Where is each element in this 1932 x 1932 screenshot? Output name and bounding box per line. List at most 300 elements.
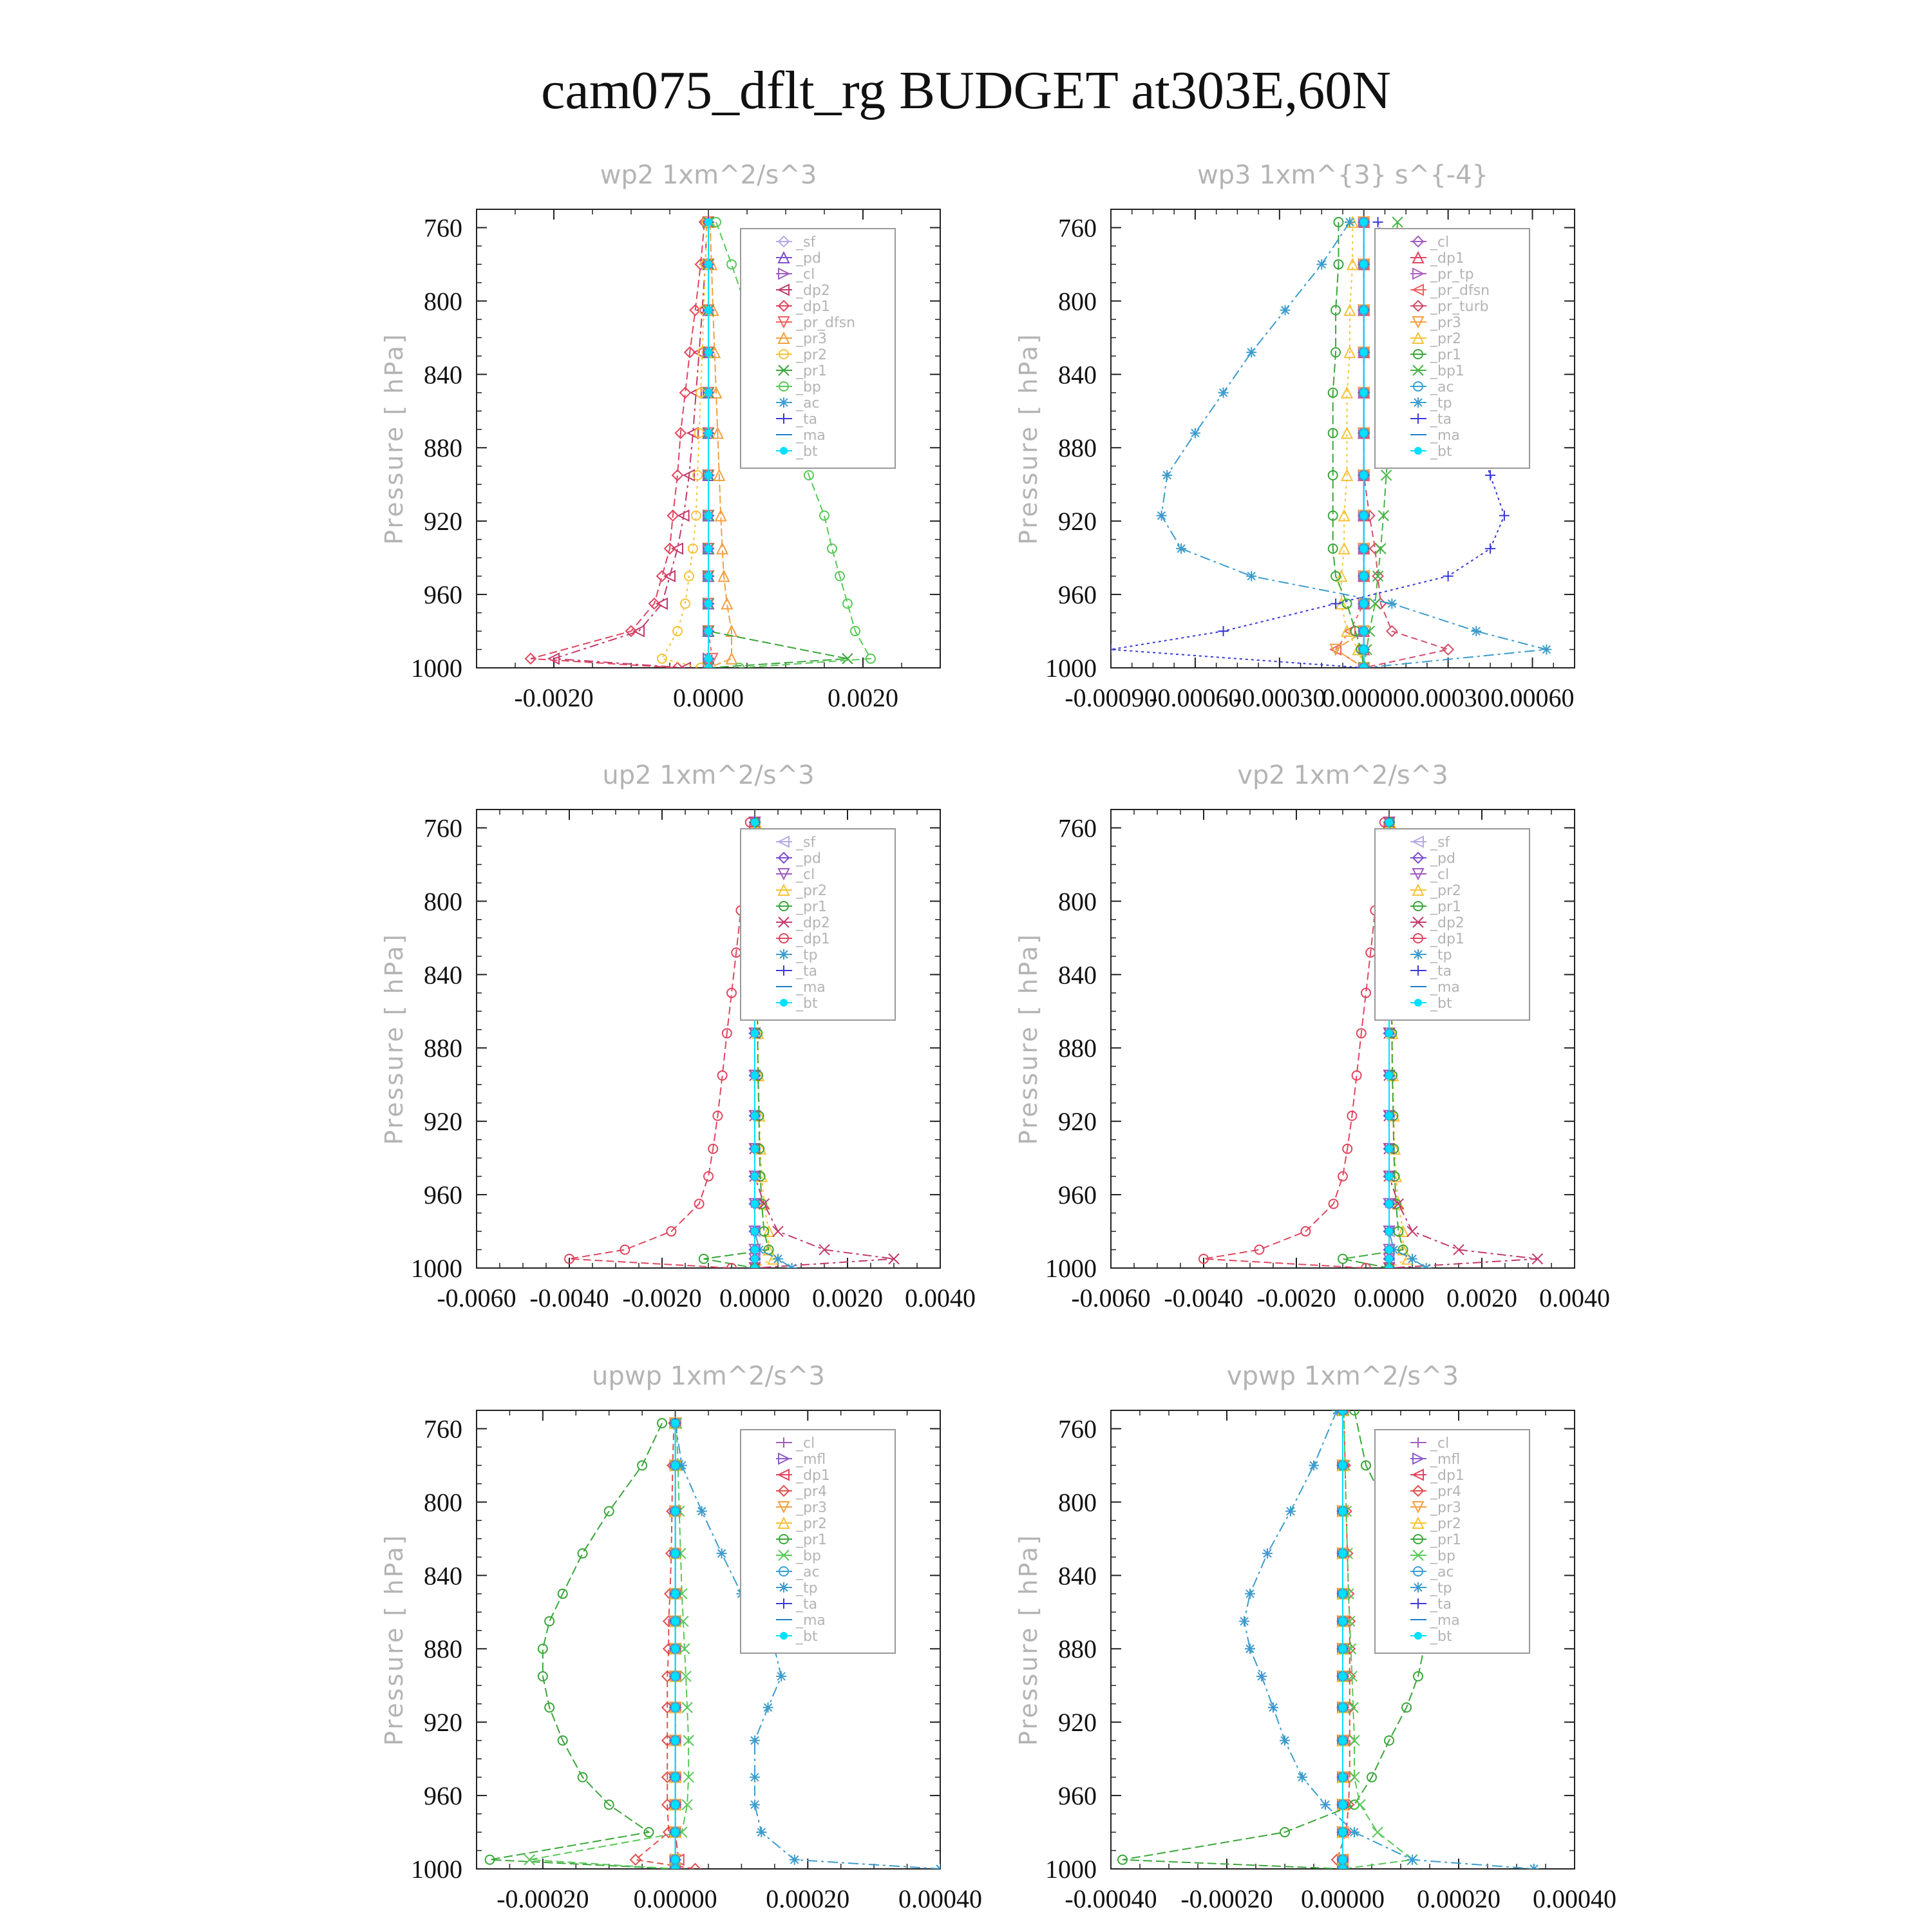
y-tick-label: 840 (424, 960, 462, 990)
legend-label: _pr2 (1430, 883, 1462, 899)
legend-label: _sf (1430, 835, 1450, 851)
y-tick-label: 880 (1058, 1034, 1097, 1063)
point-bt (1360, 573, 1368, 580)
point-bt (672, 1508, 679, 1515)
point-bt (1385, 1264, 1393, 1272)
point-ta (1499, 511, 1510, 521)
y-tick-label: 840 (1058, 360, 1097, 390)
legend-label: _pr3 (796, 1500, 828, 1516)
legend-label: _pr2 (796, 883, 828, 899)
point-tp (1297, 1772, 1307, 1783)
point-bt (672, 1856, 679, 1864)
chart-panel-2 (1014, 160, 1575, 712)
point-bt (1339, 1774, 1347, 1781)
legend-marker (780, 1632, 788, 1640)
x-tick-label: 0.0020 (1446, 1283, 1517, 1312)
y-tick-label: 960 (1058, 1781, 1097, 1811)
y-tick-label: 760 (424, 213, 462, 243)
legend-label: _bp (1430, 1548, 1455, 1564)
point-tp (697, 1506, 707, 1517)
point-tp (776, 1671, 786, 1681)
point-bt (672, 1703, 679, 1711)
point-bt (705, 600, 712, 607)
y-tick-label: 840 (424, 1561, 462, 1591)
legend-label: _pr2 (796, 1516, 828, 1532)
series-bt (1360, 218, 1368, 672)
point-bt (1339, 1865, 1347, 1873)
point-bt (1360, 307, 1368, 314)
y-tick-label: 920 (1058, 1107, 1097, 1137)
point-bt (1385, 1200, 1393, 1208)
point-tp (750, 1772, 760, 1783)
y-tick-label: 800 (1058, 887, 1097, 916)
x-tick-label: -0.00020 (497, 1884, 589, 1913)
point-bt (672, 1419, 679, 1427)
legend-label: _ma (796, 980, 826, 996)
point-tp (790, 1855, 800, 1865)
legend-label: _cl (1430, 1435, 1450, 1452)
legend-label: _mfl (796, 1452, 826, 1468)
y-tick-label: 760 (424, 813, 462, 843)
x-tick-label: -0.0020 (514, 683, 594, 712)
point-bt (672, 1801, 679, 1808)
series-line-dp2 (554, 222, 707, 668)
legend (1375, 829, 1530, 1020)
point-tp (1246, 571, 1256, 582)
point-bt (672, 1618, 679, 1625)
point-bt (705, 512, 712, 520)
legend-label: _bt (796, 996, 818, 1012)
legend-marker (1414, 1632, 1422, 1640)
y-tick-label: 880 (1058, 433, 1097, 463)
point-pr2 (658, 654, 667, 663)
legend-label: _tp (1430, 395, 1452, 412)
legend-label: _bt (1430, 1629, 1452, 1645)
series-pr1 (486, 1419, 680, 1873)
x-tick-label: -0.00060 (1149, 683, 1242, 712)
panel-title: vpwp 1xm^2/s^3 (1226, 1361, 1459, 1391)
legend-label: _tp (796, 1580, 818, 1596)
legend-label: _ma (796, 428, 826, 444)
point-bt (1360, 429, 1368, 437)
y-tick-label: 960 (1058, 580, 1097, 610)
point-bt (1385, 819, 1393, 826)
chart-panel-1 (380, 160, 940, 712)
legend-label: _ac (796, 1564, 820, 1580)
x-tick-label: 0.00020 (766, 1884, 850, 1913)
point-bt (751, 819, 759, 826)
point-bt (1385, 1112, 1393, 1120)
point-tp (935, 1864, 945, 1874)
point-bt (1339, 1461, 1347, 1469)
legend-label: _cl (796, 1435, 815, 1452)
legend-label: _cl (796, 267, 815, 283)
panel-title: wp2 1xm^2/s^3 (600, 160, 817, 190)
y-axis-label: Pressure [ hPa] (380, 332, 408, 545)
point-bt (705, 573, 712, 580)
legend-label: _tp (1430, 1580, 1452, 1596)
point-bt (705, 429, 712, 437)
legend-label: _ma (796, 1613, 826, 1629)
legend-label: _ta (796, 1596, 818, 1613)
x-tick-label: 0.0040 (1539, 1283, 1610, 1312)
legend-marker (779, 949, 789, 960)
series-dp1 (1199, 818, 1389, 1273)
y-tick-label: 1000 (411, 654, 462, 683)
point-tp (1345, 217, 1355, 227)
point-bt (1339, 1828, 1347, 1836)
x-tick-label: 0.0000 (673, 683, 744, 712)
point-tp (1162, 470, 1172, 480)
x-tick-label: 0.00040 (1533, 1884, 1616, 1913)
legend-label: _pr1 (796, 363, 828, 379)
point-tp (750, 1799, 760, 1810)
legend-label: _dp1 (796, 1468, 830, 1484)
point-bt (751, 1200, 759, 1208)
point-tp (1246, 347, 1256, 357)
x-tick-label: 0.00000 (1321, 683, 1406, 712)
legend-marker (1413, 1582, 1423, 1593)
x-tick-label: -0.00020 (1180, 1884, 1273, 1913)
point-bp (843, 599, 852, 608)
x-tick-label: 0.00000 (633, 1884, 717, 1913)
series-bt (705, 218, 712, 672)
point-bt (672, 1828, 679, 1836)
point-bt (672, 1549, 679, 1557)
point-tp (1541, 645, 1551, 655)
point-bt (1339, 1856, 1347, 1864)
point-bt (1385, 1145, 1393, 1153)
legend-label: _ac (1430, 379, 1454, 395)
point-bt (1360, 664, 1368, 672)
x-tick-label: -0.00090 (1065, 683, 1157, 712)
legend-label: _dp1 (796, 931, 830, 947)
point-bt (672, 1672, 679, 1680)
point-tp (750, 1736, 760, 1746)
legend-label: _pr4 (1430, 1484, 1462, 1500)
y-tick-label: 880 (424, 1634, 462, 1664)
point-bt (672, 1461, 679, 1469)
y-tick-label: 960 (424, 1781, 462, 1811)
point-tp (1268, 1702, 1278, 1712)
legend-label: _dp1 (1430, 251, 1464, 267)
point-bt (1339, 1801, 1347, 1808)
legend-label: _ta (1430, 412, 1452, 428)
y-tick-label: 840 (424, 360, 462, 390)
y-tick-label: 920 (1058, 1708, 1097, 1738)
x-tick-label: -0.0020 (1256, 1283, 1336, 1312)
legend-label: _ta (796, 963, 818, 980)
point-bt (1339, 1508, 1347, 1515)
legend-label: _pr2 (1430, 331, 1462, 347)
series-line-pr2 (662, 222, 707, 668)
series-line-dp1 (569, 822, 750, 1268)
legend (1375, 1430, 1530, 1653)
point-bt (1339, 1618, 1347, 1625)
y-tick-label: 960 (424, 580, 462, 610)
point-tp (756, 1827, 766, 1837)
point-bt (1339, 1737, 1347, 1745)
legend-label: _dp1 (1430, 931, 1464, 947)
point-bt (705, 627, 712, 635)
legend-label: _pd (796, 851, 821, 867)
legend-label: _bp (796, 379, 821, 395)
point-dp2 (773, 1226, 783, 1236)
point-tp (1280, 1736, 1290, 1746)
y-tick-label: 960 (1058, 1180, 1097, 1210)
point-tp (1529, 1864, 1539, 1874)
legend (741, 829, 895, 1020)
y-tick-label: 880 (1058, 1634, 1097, 1664)
legend-label: _pr1 (1430, 347, 1462, 363)
point-ta (1443, 571, 1454, 582)
point-ta (1373, 217, 1383, 227)
legend-marker (780, 999, 788, 1007)
y-tick-label: 920 (424, 1107, 462, 1137)
y-tick-label: 760 (1058, 813, 1097, 843)
legend-label: _dp2 (796, 915, 830, 931)
point-bt (1339, 1590, 1347, 1598)
point-bt (751, 1227, 759, 1235)
point-tp (1471, 626, 1481, 636)
legend-label: _pd (1430, 851, 1455, 867)
legend-label: _pr3 (1430, 315, 1462, 331)
y-tick-label: 800 (424, 887, 462, 916)
legend-label: _pr_dfsn (796, 315, 856, 331)
legend-marker (779, 397, 789, 408)
legend-label: _pr4 (796, 1484, 828, 1500)
legend-label: _pr1 (1430, 1532, 1462, 1548)
x-tick-label: 0.0040 (905, 1283, 976, 1312)
point-bt (1385, 1227, 1393, 1235)
legend-label: _ta (1430, 963, 1452, 980)
point-pr1 (578, 1549, 587, 1558)
y-tick-label: 760 (424, 1414, 462, 1444)
point-bt (672, 1645, 679, 1653)
y-tick-label: 920 (424, 507, 462, 536)
point-tp (1239, 1616, 1249, 1627)
point-tp (1176, 544, 1186, 554)
legend-label: _bt (796, 1629, 818, 1645)
point-dp2 (1407, 1226, 1417, 1236)
legend-label: _bp1 (1430, 363, 1464, 379)
point-bt (751, 1072, 759, 1079)
y-tick-label: 920 (424, 1708, 462, 1738)
point-ta (1218, 626, 1229, 636)
legend-label: _bt (796, 444, 818, 460)
point-tp (1157, 511, 1167, 521)
point-bt (751, 1145, 759, 1153)
chart-panel-3 (380, 761, 976, 1312)
legend-label: _pr3 (1430, 1500, 1462, 1516)
point-tp (1245, 1643, 1255, 1654)
point-ta (1485, 470, 1495, 480)
point-tp (1407, 1254, 1417, 1264)
legend-label: _pr2 (1430, 1516, 1462, 1532)
point-tp (1320, 1799, 1331, 1810)
y-tick-label: 1000 (411, 1855, 462, 1884)
x-tick-label: 0.0000 (1354, 1283, 1425, 1312)
y-tick-label: 760 (1058, 213, 1097, 243)
point-bt (705, 348, 712, 356)
point-bt (1360, 348, 1368, 356)
legend-marker (1414, 447, 1422, 455)
page-title: cam075_dflt_rg BUDGET at303E,60N (541, 61, 1391, 120)
point-bt (672, 1774, 679, 1781)
point-bt (1360, 627, 1368, 635)
legend-label: _cl (1430, 867, 1450, 883)
legend-label: _pr2 (796, 347, 828, 363)
point-bt (1360, 260, 1368, 268)
point-tp (1262, 1548, 1273, 1558)
x-tick-label: 0.00020 (1417, 1884, 1501, 1913)
y-tick-label: 840 (1058, 960, 1097, 990)
point-dp2 (672, 544, 683, 554)
point-bt (1385, 1072, 1393, 1079)
point-bt (672, 1865, 679, 1873)
point-bt (751, 1029, 759, 1037)
legend-label: _pr_dfsn (1430, 283, 1490, 299)
y-tick-label: 1000 (411, 1254, 462, 1283)
point-bt (705, 389, 712, 397)
point-tp (717, 1548, 727, 1558)
point-bt (1339, 1672, 1347, 1680)
y-tick-label: 1000 (1045, 1855, 1097, 1884)
x-tick-label: 0.00000 (1301, 1884, 1385, 1913)
point-bt (1360, 646, 1368, 654)
point-ta (1331, 598, 1341, 609)
y-tick-label: 1000 (1045, 1254, 1097, 1283)
y-tick-label: 760 (1058, 1414, 1097, 1444)
series-bp (524, 1418, 694, 1874)
legend-label: _cl (1430, 234, 1450, 251)
legend-label: _dp1 (796, 299, 830, 315)
point-bt (705, 260, 712, 268)
legend-label: _bt (1430, 996, 1452, 1012)
point-bp (828, 544, 837, 553)
point-bt (705, 218, 712, 226)
panel-title: up2 1xm^2/s^3 (602, 761, 815, 790)
x-tick-label: -0.0040 (529, 1283, 609, 1312)
point-bt (1339, 1549, 1347, 1557)
panel-title: upwp 1xm^2/s^3 (592, 1361, 825, 1391)
y-tick-label: 800 (424, 1488, 462, 1517)
legend-label: _pd (796, 251, 821, 267)
point-bt (672, 1737, 679, 1745)
legend-label: _dp1 (1430, 1468, 1464, 1484)
point-bt (1360, 512, 1368, 520)
legend-label: _ma (1430, 980, 1460, 996)
legend-label: _dp2 (796, 283, 830, 299)
point-bp (820, 511, 829, 520)
point-tp (1280, 305, 1291, 316)
point-bt (705, 545, 712, 553)
x-tick-label: -0.00030 (1233, 683, 1326, 712)
legend-label: _cl (796, 867, 815, 883)
series-dp1 (526, 217, 710, 673)
point-bp (1355, 1799, 1365, 1810)
point-bt (1360, 471, 1368, 479)
y-tick-label: 880 (424, 433, 462, 463)
point-tp (1245, 1589, 1255, 1599)
legend-label: _sf (796, 835, 816, 851)
point-bt (751, 1246, 759, 1254)
point-bt (672, 1590, 679, 1598)
point-bt (705, 471, 712, 479)
point-bt (1360, 389, 1368, 397)
point-tp (1218, 388, 1229, 398)
point-tp (1256, 1671, 1267, 1681)
y-tick-label: 800 (1058, 1488, 1097, 1517)
panel-title: vp2 1xm^2/s^3 (1237, 761, 1448, 790)
point-tp (1285, 1506, 1296, 1517)
legend-label: _pr_turb (1430, 299, 1489, 315)
x-tick-label: 0.0020 (828, 683, 898, 712)
legend (741, 229, 895, 468)
y-tick-label: 1000 (1045, 654, 1097, 683)
point-bt (751, 1173, 759, 1180)
x-tick-label: -0.0040 (1164, 1283, 1244, 1312)
legend-marker (779, 1582, 789, 1593)
point-tp (773, 1254, 783, 1264)
point-pr2 (673, 627, 682, 636)
y-tick-label: 840 (1058, 1561, 1097, 1591)
point-tp (787, 1263, 797, 1273)
x-tick-label: 0.0020 (812, 1283, 883, 1312)
y-tick-label: 800 (424, 287, 462, 316)
x-tick-label: -0.0060 (1071, 1283, 1151, 1312)
point-bt (751, 1264, 759, 1272)
point-bt (1385, 1255, 1393, 1263)
legend-label: _tp (1430, 947, 1452, 963)
y-axis-label: Pressure [ hPa] (1014, 332, 1043, 545)
y-tick-label: 920 (1058, 507, 1097, 536)
point-ta (1485, 544, 1495, 554)
point-bt (705, 664, 712, 672)
legend-label: _ma (1430, 1613, 1460, 1629)
point-bt (751, 1255, 759, 1263)
legend-label: _sf (796, 234, 816, 251)
point-bt (1339, 1703, 1347, 1711)
legend-label: _mfl (1430, 1452, 1461, 1468)
x-tick-label: -0.00040 (1065, 1884, 1157, 1913)
y-axis-label: Pressure [ hPa] (380, 1533, 408, 1746)
point-bp (1372, 1827, 1383, 1837)
x-tick-label: 0.00060 (1490, 683, 1575, 712)
point-tp (1421, 1263, 1432, 1273)
series-line-pr1 (490, 1423, 676, 1869)
point-tp (1387, 598, 1397, 609)
point-bt (1360, 600, 1368, 607)
point-bt (751, 1112, 759, 1120)
point-bp (727, 260, 736, 269)
legend-label: _pr1 (796, 899, 828, 915)
point-dp2 (634, 626, 644, 636)
legend-marker (1413, 949, 1423, 960)
series-dp1 (565, 818, 755, 1273)
point-bt (1339, 1406, 1347, 1414)
point-tp (1407, 1855, 1417, 1865)
y-tick-label: 800 (1058, 287, 1097, 316)
x-tick-label: -0.0060 (437, 1283, 516, 1312)
legend (1375, 229, 1530, 468)
chart-panel-4 (1014, 761, 1610, 1312)
point-bt (705, 655, 712, 663)
point-pr1 (545, 1617, 554, 1626)
point-bt (1385, 1173, 1393, 1180)
point-tp (1309, 1460, 1319, 1470)
series-line-dp1 (531, 222, 705, 668)
